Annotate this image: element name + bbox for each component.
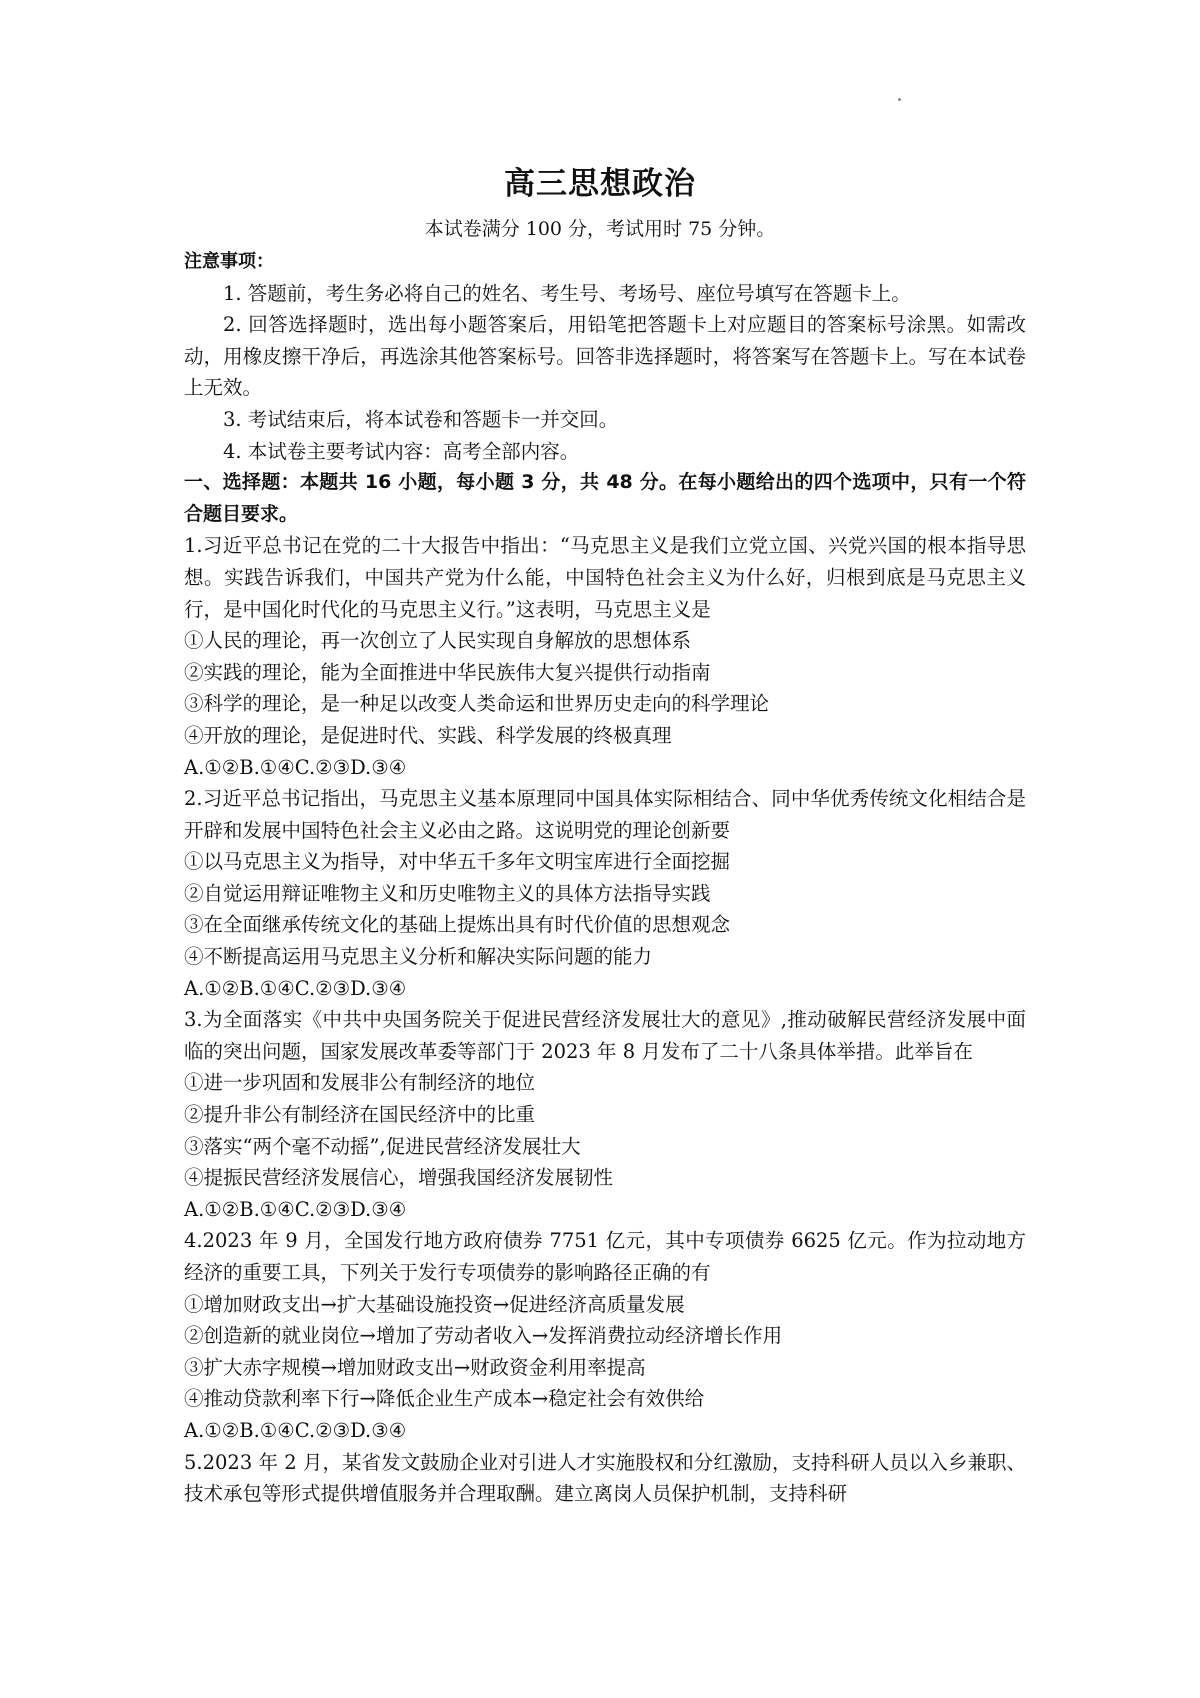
note-item-4: 4. 本试卷主要考试内容：高考全部内容。 [223,439,580,463]
notes-section [184,246,1026,467]
question-option: ③落实“两个毫不动摇”,促进民营经济发展壮大 [184,1134,581,1158]
question-5 [184,1447,1026,1510]
answer-choices: A.①②B.①④C.②③D.③④ [184,755,407,779]
question-option: ②创造新的就业岗位→增加了劳动者收入→发挥消费拉动经济增长作用 [184,1324,783,1348]
answer-choices: A.①②B.①④C.②③D.③④ [184,1197,407,1221]
note-item-3: 3. 考试结束后，将本试卷和答题卡一并交回。 [223,407,619,431]
note-item-1: 1. 答题前，考生务必将自己的姓名、考生号、考场号、座位号填写在答题卡上。 [223,281,911,305]
exam-content [184,246,1026,1510]
question-option: ③扩大赤字规模→增加财政支出→财政资金利用率提高 [184,1355,646,1379]
note-item-2: 2. 回答选择题时，选出每小题答案后，用铅笔把答题卡上对应题目的答案标号涂黑。如需改动，用橡皮擦干净后，再选涂其他答案标号。回答非选择题时，将答案写在答题卡上。写在本试卷上无效。 [184,313,1026,400]
question-option: ①人民的理论，再一次创立了人民实现自身解放的思想体系 [184,629,692,653]
question-2 [184,783,1026,1004]
question-1 [184,530,1026,783]
question-stem: 5.2023 年 2 月，某省发文鼓励企业对引进人才实施股权和分红激励，支持科研人员以入乡兼职、技术承包等形式提供增值服务并合理取酬。建立离岗人员保护机制，支持科研 [184,1450,1026,1506]
question-option: ④不断提高运用马克思主义分析和解决实际问题的能力 [184,945,653,969]
section-heading: 一、选择题：本题共 16 小题，每小题 3 分，共 48 分。在每小题给出的四个选项中，只有一个符合题目要求。 [184,471,1026,525]
question-option: ②实践的理论，能为全面推进中华民族伟大复兴提供行动指南 [184,660,711,684]
question-option: ②自觉运用辩证唯物主义和历史唯物主义的具体方法指导实践 [184,881,711,905]
answer-choices: A.①②B.①④C.②③D.③④ [184,1418,407,1442]
question-option: ③在全面继承传统文化的基础上提炼出具有时代价值的思想观念 [184,913,731,937]
question-option: ①以马克思主义为指导，对中华五千多年文明宝库进行全面挖掘 [184,850,731,874]
question-option: ④推动贷款利率下行→降低企业生产成本→稳定社会有效供给 [184,1387,705,1411]
question-option: ②提升非公有制经济在国民经济中的比重 [184,1103,536,1127]
question-3 [184,1004,1026,1225]
question-4 [184,1225,1026,1446]
scan-speck [898,98,901,101]
question-stem: 1.习近平总书记在党的二十大报告中指出：“马克思主义是我们立党立国、兴党兴国的根本指导思想。实践告诉我们，中国共产党为什么能，中国特色社会主义为什么好，归根到底是马克思主义行，是中国化时代化的马克思主义行。”这表明，马克思主义是 [184,534,1026,621]
question-option: ①进一步巩固和发展非公有制经济的地位 [184,1071,536,1095]
question-stem: 4.2023 年 9 月，全国发行地方政府债券 7751 亿元，其中专项债券 6625 亿元。作为拉动地方经济的重要工具，下列关于发行专项债券的影响路径正确的有 [184,1229,1026,1284]
notes-heading: 注意事项： [184,251,274,272]
page-title: 高三思想政治 [504,166,696,202]
exam-info: 本试卷满分 100 分，考试用时 75 分钟。 [424,218,776,240]
question-option: ①增加财政支出→扩大基础设施投资→促进经济高质量发展 [184,1292,685,1316]
question-option: ④开放的理论，是促进时代、实践、科学发展的终极真理 [184,723,672,747]
question-stem: 3.为全面落实《中共中央国务院关于促进民营经济发展壮大的意见》,推动破解民营经济发展中面临的突出问题，国家发展改革委等部门于 2023 年 8 月发布了二十八条具体举措。此举旨在 [184,1008,1026,1063]
answer-choices: A.①②B.①④C.②③D.③④ [184,976,407,1000]
question-option: ③科学的理论，是一种足以改变人类命运和世界历史走向的科学理论 [184,692,770,716]
question-stem: 2.习近平总书记指出，马克思主义基本原理同中国具体实际相结合、同中华优秀传统文化相结合是开辟和发展中国特色社会主义必由之路。这说明党的理论创新要 [184,787,1026,842]
question-option: ④提振民营经济发展信心，增强我国经济发展韧性 [184,1166,614,1190]
